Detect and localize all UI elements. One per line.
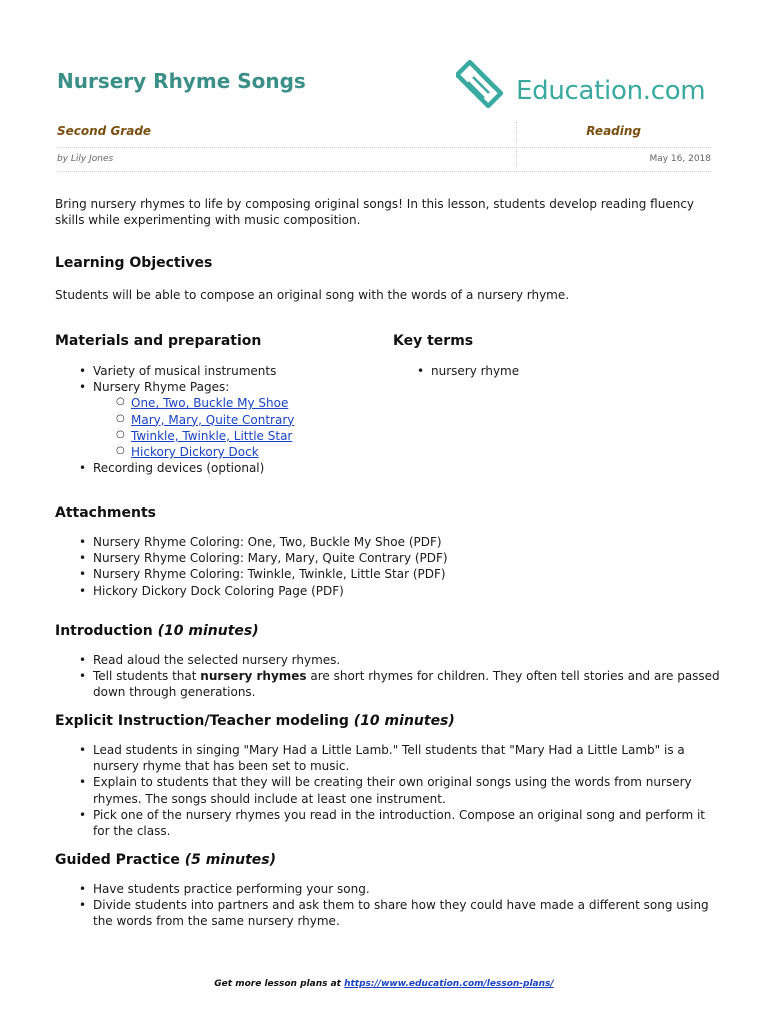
sub-list-item [93, 395, 375, 411]
materials-heading: Materials and preparation [55, 333, 262, 349]
explicit-instruction-heading [55, 713, 455, 729]
list-item: • Nursery Rhyme Coloring: One, Two, Buckle My Shoe (PDF) [55, 534, 715, 550]
list-item: • Variety of musical instruments [55, 363, 375, 379]
grade-subject-row [57, 122, 711, 148]
nursery-rhyme-links [93, 395, 375, 460]
subject-label: Reading [586, 124, 641, 138]
section-title: Guided Practice [55, 852, 180, 868]
list-item: • Nursery Rhyme Coloring: Twinkle, Twinkle, Little Star (PDF) [55, 566, 715, 582]
learning-objectives-heading: Learning Objectives [55, 255, 213, 271]
link-mary-mary[interactable]: Mary, Mary, Quite Contrary [131, 412, 295, 427]
list-item: • Recording devices (optional) [55, 460, 375, 476]
list-item: • Explain to students that they will be creating their own original songs using the words from nursery rhymes. The songs should include at least one instrument. [55, 774, 725, 806]
guided-practice-list [55, 881, 725, 930]
section-duration: (10 minutes) [353, 713, 455, 729]
objectives-text: Students will be able to compose an original song with the words of a nursery rhyme. [55, 288, 570, 302]
lesson-plans-link[interactable]: https://www.education.com/lesson-plans/ [344, 979, 554, 989]
page-footer [0, 979, 768, 989]
link-twinkle-twinkle[interactable]: Twinkle, Twinkle, Little Star [131, 428, 293, 443]
list-item: • Nursery Rhyme Coloring: Mary, Mary, Quite Contrary (PDF) [55, 550, 715, 566]
author-date-row [57, 150, 711, 172]
list-item: • nursery rhyme [393, 363, 693, 379]
attachments-heading: Attachments [55, 505, 157, 521]
link-hickory-dickory[interactable]: Hickory Dickory Dock [131, 445, 259, 460]
introduction-heading [55, 623, 259, 639]
section-title: Introduction [55, 623, 153, 639]
section-duration: (10 minutes) [157, 623, 259, 639]
sub-list-item [93, 412, 375, 428]
author-label: by Lily Jones [57, 154, 114, 164]
sub-list-item [93, 444, 375, 460]
list-item: • Read aloud the selected nursery rhymes. [55, 652, 725, 668]
explicit-instruction-list [55, 742, 725, 839]
pencil-logo-icon [456, 56, 514, 114]
list-item [55, 379, 375, 460]
text-segment: are short rhymes for children. They often tell stories and are passed down through generations. [93, 669, 720, 700]
guided-practice-heading [55, 852, 276, 868]
attachments-list [55, 534, 715, 599]
footer-text: Get more lesson plans at [214, 979, 345, 989]
page-title: Nursery Rhyme Songs [57, 69, 306, 93]
introduction-list [55, 652, 725, 701]
list-item-label: Nursery Rhyme Pages: [93, 380, 230, 395]
row-divider [516, 150, 517, 168]
section-duration: (5 minutes) [184, 852, 277, 868]
text-segment: Tell students that [93, 669, 201, 684]
materials-list [55, 363, 375, 476]
link-one-two-buckle[interactable]: One, Two, Buckle My Shoe [131, 396, 289, 411]
key-terms-list [393, 363, 693, 379]
list-item [55, 668, 725, 700]
section-title: Explicit Instruction/Teacher modeling [55, 713, 349, 729]
list-item: • Hickory Dickory Dock Coloring Page (PDF) [55, 583, 715, 599]
sub-list-item [93, 428, 375, 444]
row-divider [516, 122, 517, 144]
list-item: • Have students practice performing your song. [55, 881, 725, 897]
education-logo[interactable] [456, 56, 716, 116]
key-terms-heading: Key terms [393, 333, 474, 349]
date-label: May 16, 2018 [649, 154, 711, 164]
list-item: • Divide students into partners and ask them to share how they could have made a different song using the words from the same nursery rhyme. [55, 897, 725, 929]
bold-term: nursery rhymes [200, 669, 307, 684]
intro-paragraph: Bring nursery rhymes to life by composing original songs! In this lesson, students develop reading fluency skills while experimenting with music composition. [55, 197, 695, 227]
list-item: • Pick one of the nursery rhymes you read in the introduction. Compose an original song and perform it for the class. [55, 807, 725, 839]
grade-label: Second Grade [57, 124, 152, 138]
logo-text: Education.com [516, 76, 706, 106]
list-item: • Lead students in singing "Mary Had a Little Lamb." Tell students that "Mary Had a Little Lamb" is a nursery rhyme that has been set to music. [55, 742, 725, 774]
